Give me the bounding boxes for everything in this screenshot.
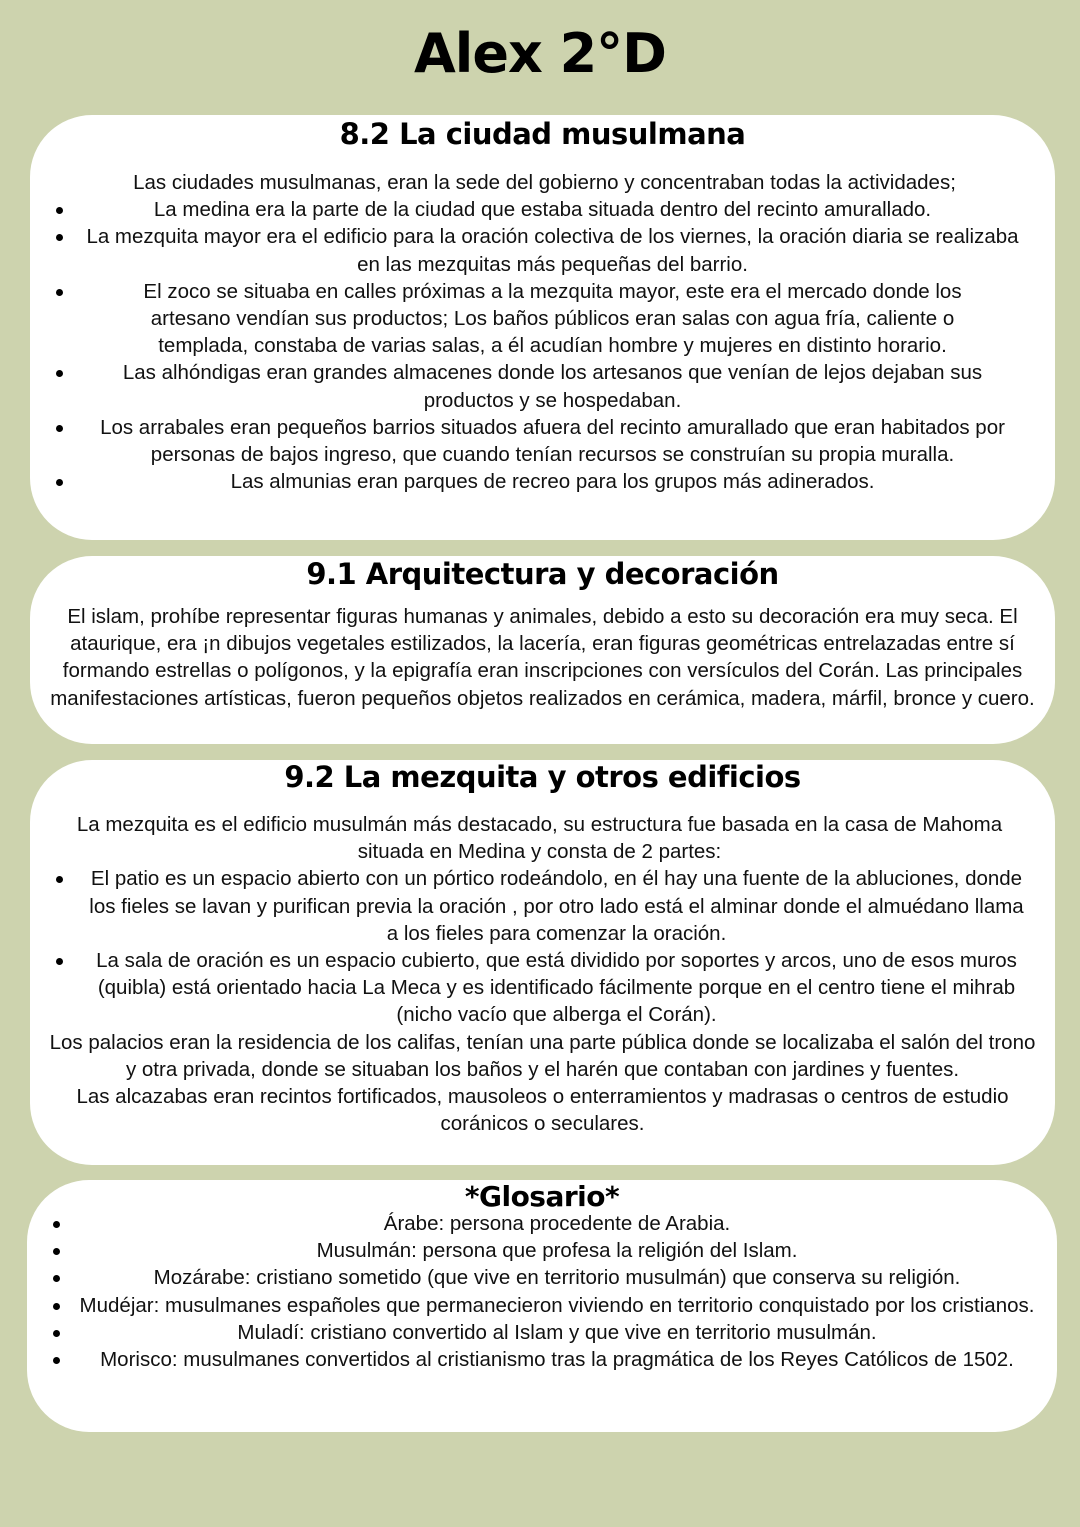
bullet-icon — [53, 1303, 60, 1310]
list-item: Las alhóndigas eran grandes almacenes donde los artesanos que venían de lejos dejaban sus productos y se hospedaban. — [30, 359, 1031, 413]
bullet-list — [30, 196, 1031, 495]
section-body — [30, 811, 1055, 1137]
page-title: Alex 2°D — [414, 22, 666, 85]
list-item: La sala de oración es un espacio cubierto, que está dividido por soportes y arcos, uno de esos muros (quibla) está orientado hacia La Meca y es identificado fácilmente porque en el centro tiene el mihrab (nicho vacío que alberga el Corán). — [30, 947, 1039, 1029]
section-heading: 9.1 Arquitectura y decoración — [306, 557, 779, 591]
section-card-arquitectura-decoracion — [30, 556, 1055, 744]
list-item: El zoco se situaba en calles próximas a la mezquita mayor, este era el mercado donde los artesano vendían sus productos; Los baños públicos eran salas con agua fría, caliente o templada, constaba de varias salas, a él acudían hombre y mujeres en distinto horario. — [30, 278, 1031, 360]
bullet-icon — [56, 289, 63, 296]
bullet-icon — [56, 425, 63, 432]
bullet-icon — [53, 1221, 60, 1228]
section-body — [27, 1210, 1057, 1373]
glossary-item: Morisco: musulmanes convertidos al cristianismo tras la pragmática de los Reyes Católicos de 1502. — [27, 1346, 1043, 1373]
section-heading: 8.2 La ciudad musulmana — [339, 117, 746, 151]
glossary-item: Árabe: persona procedente de Arabia. — [27, 1210, 1043, 1237]
list-item: La medina era la parte de la ciudad que estaba situada dentro del recinto amurallado. — [30, 196, 1031, 223]
bullet-icon — [56, 234, 63, 241]
list-item: El patio es un espacio abierto con un pórtico rodeándolo, en él hay una fuente de la abluciones, donde los fieles se lavan y purifican previa la oración , por otro lado está el alminar donde el almuédano llama a los fieles para comenzar la oración. — [30, 865, 1039, 947]
glossary-item: Mozárabe: cristiano sometido (que vive en territorio musulmán) que conserva su religión. — [27, 1264, 1043, 1291]
section-intro: La mezquita es el edificio musulmán más destacado, su estructura fue basada en la casa de Mahoma situada en Medina y consta de 2 partes: — [76, 813, 1003, 864]
section-paragraph: Los palacios eran la residencia de los califas, tenían una parte pública donde se localizaba el salón del trono y otra privada, donde se situaban los baños y el harén que contaban con jardines y fuentes. — [49, 1030, 1036, 1081]
section-paragraph: Las alcazabas eran recintos fortificados, mausoleos o enterramientos y madrasas o centros de estudio coránicos o seculares. — [76, 1085, 1009, 1136]
glossary-item: Mudéjar: musulmanes españoles que permanecieron viviendo en territorio conquistado por los cristianos. — [27, 1292, 1043, 1319]
bullet-icon — [56, 876, 63, 883]
section-paragraph: El islam, prohíbe representar figuras humanas y animales, debido a esto su decoración era muy seca. El ataurique, era ¡n dibujos vegetales estilizados, la lacería, eran figuras geométricas entrelazadas entre sí formando estrellas o polígonos, y la epigrafía eran inscripciones con versículos del Corán. Las principales manifestaciones artísticas, fueron pequeños objetos realizados en cerámica, madera, márfil, bronce y cuero. — [50, 605, 1035, 710]
section-heading: *Glosario* — [464, 1180, 620, 1213]
list-item: Las almunias eran parques de recreo para los grupos más adinerados. — [30, 468, 1031, 495]
section-body — [30, 603, 1055, 712]
bullet-icon — [53, 1330, 60, 1337]
bullet-icon — [56, 370, 63, 377]
list-item: La mezquita mayor era el edificio para la oración colectiva de los viernes, la oración diaria se realizaba en las mezquitas más pequeñas del barrio. — [30, 223, 1031, 277]
bullet-icon — [56, 479, 63, 486]
glossary-list — [27, 1210, 1043, 1373]
section-card-mezquita-edificios — [30, 760, 1055, 1165]
section-intro: Las ciudades musulmanas, eran la sede del gobierno y concentraban todas la actividades; — [133, 171, 956, 194]
section-body — [30, 169, 1055, 495]
glossary-item: Muladí: cristiano convertido al Islam y que vive en territorio musulmán. — [27, 1319, 1043, 1346]
section-heading: 9.2 La mezquita y otros edificios — [284, 760, 801, 794]
bullet-list — [30, 865, 1039, 1028]
section-card-glosario — [27, 1180, 1057, 1432]
bullet-icon — [56, 207, 63, 214]
bullet-icon — [53, 1357, 60, 1364]
bullet-icon — [53, 1248, 60, 1255]
bullet-icon — [53, 1275, 60, 1282]
glossary-item: Musulmán: persona que profesa la religión del Islam. — [27, 1237, 1043, 1264]
bullet-icon — [56, 958, 63, 965]
section-card-ciudad-musulmana — [30, 115, 1055, 540]
list-item: Los arrabales eran pequeños barrios situados afuera del recinto amurallado que eran habitados por personas de bajos ingreso, que cuando tenían recursos se construían su propia muralla. — [30, 414, 1031, 468]
